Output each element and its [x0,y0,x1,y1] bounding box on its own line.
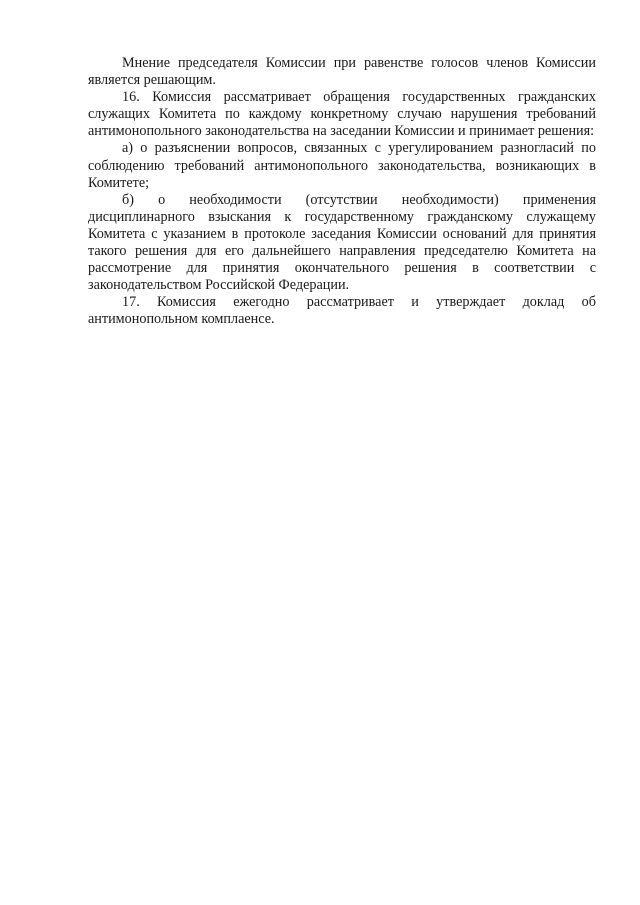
paragraph-item-17: 17. Комиссия ежегодно рассматривает и утверждает доклад об антимонопольном комплаенсе. [88,294,596,328]
document-text-body [88,55,596,329]
paragraph-chairman-vote: Мнение председателя Комиссии при равенстве голосов членов Комиссии является решающим. [88,55,596,89]
paragraph-item-16: 16. Комиссия рассматривает обращения государственных гражданских служащих Комитета по каждому конкретному случаю нарушения требований антимонопольного законодательства на заседании Комиссии и принимает решения: [88,89,596,140]
paragraph-item-16-b: б) о необходимости (отсутствии необходимости) применения дисциплинарного взыскания к государственному гражданскому служащему Комитета с указанием в протоколе заседания Комиссии оснований для принятия такого решения для его дальнейшего направления председателю Комитета на рассмотрение для принятия окончательного решения в соответствии с законодательством Российской Федерации. [88,191,596,294]
paragraph-item-16-a: а) о разъяснении вопросов, связанных с урегулированием разногласий по соблюдению требований антимонопольного законодательства, возникающих в Комитете; [88,140,596,191]
